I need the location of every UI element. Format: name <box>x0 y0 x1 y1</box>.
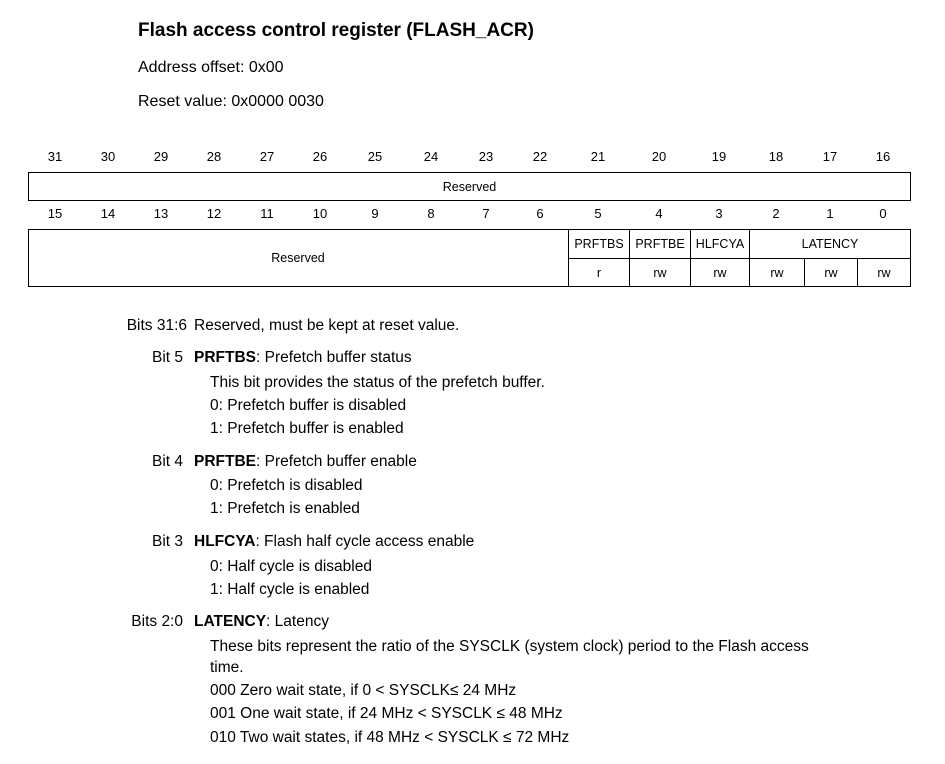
bit-number: 12 <box>206 206 222 221</box>
bit-number: 7 <box>482 206 490 221</box>
bit-number: 21 <box>590 149 606 164</box>
bit-number: 10 <box>312 206 328 221</box>
bit-number: 0 <box>879 206 887 221</box>
prftbe-field: PRFTBE <box>635 237 685 251</box>
bit-number: 11 <box>260 206 274 221</box>
upper-box-bottom <box>28 200 911 201</box>
bits2-0-name: LATENCY <box>194 613 267 630</box>
bit5-heading <box>194 349 412 367</box>
bits2-0-line: 010 Two wait states, if 48 MHz < SYSCLK ≤ 72 MHz <box>210 729 570 746</box>
bit-number: 17 <box>822 149 838 164</box>
bit3-line: 0: Half cycle is disabled <box>210 558 372 575</box>
bit-number: 22 <box>532 149 548 164</box>
bit5-line: This bit provides the status of the prefetch buffer. <box>210 374 545 391</box>
bit3-label: Bit 3 <box>151 533 183 550</box>
bit-number: 15 <box>47 206 63 221</box>
bits2-0-summary: : Latency <box>266 613 329 630</box>
bit4-summary: : Prefetch buffer enable <box>256 453 417 470</box>
bits31-6-text: Reserved, must be kept at reset value. <box>194 317 460 334</box>
access-bit1: rw <box>824 265 838 280</box>
bits2-0-heading <box>194 613 329 631</box>
bit3-line: 1: Half cycle is enabled <box>210 581 370 598</box>
bit-number: 30 <box>100 149 116 164</box>
bit5-summary: : Prefetch buffer status <box>256 349 412 366</box>
bits2-0-label: Bits 2:0 <box>131 613 183 630</box>
address-offset: Address offset: 0x00 <box>138 59 284 76</box>
bit-number: 19 <box>711 149 727 164</box>
bit5-label: Bit 5 <box>151 349 183 366</box>
bit5-line: 1: Prefetch buffer is enabled <box>210 420 404 437</box>
bit-number: 20 <box>651 149 667 164</box>
bits31-6-label: Bits 31:6 <box>126 317 187 334</box>
reset-value: Reset value: 0x0000 0030 <box>138 93 324 110</box>
bit4-line: 1: Prefetch is enabled <box>210 500 360 517</box>
access-bit4: rw <box>653 265 667 280</box>
bit-number: 5 <box>594 206 602 221</box>
access-bit3: rw <box>713 265 727 280</box>
access-bit5: r <box>596 265 602 280</box>
access-bit0: rw <box>877 265 891 280</box>
bit-number: 2 <box>772 206 780 221</box>
register-title: Flash access control register (FLASH_ACR) <box>138 20 534 41</box>
bit4-name: PRFTBE <box>194 453 256 470</box>
bit-number: 13 <box>153 206 169 221</box>
lower-box-bottom <box>28 286 911 287</box>
bit4-label: Bit 4 <box>151 453 183 470</box>
bit-number: 1 <box>826 206 834 221</box>
bit5-name: PRFTBS <box>194 349 256 366</box>
bit-number: 29 <box>153 149 169 164</box>
hlfcya-field: HLFCYA <box>695 237 745 251</box>
access-bit2: rw <box>770 265 784 280</box>
bit3-heading <box>194 533 474 551</box>
prftbs-field: PRFTBS <box>574 237 624 251</box>
bit3-summary: : Flash half cycle access enable <box>255 533 475 550</box>
bit-number: 3 <box>715 206 723 221</box>
lower-reserved-field: Reserved <box>271 251 325 265</box>
bit4-line: 0: Prefetch is disabled <box>210 477 363 494</box>
bit-number: 16 <box>875 149 891 164</box>
bit-number: 27 <box>259 149 275 164</box>
bits2-0-line: 000 Zero wait state, if 0 < SYSCLK≤ 24 MHz <box>210 682 517 699</box>
bit-number: 24 <box>423 149 439 164</box>
bit5-line: 0: Prefetch buffer is disabled <box>210 397 407 414</box>
bit-number: 6 <box>536 206 544 221</box>
bit4-heading <box>194 453 417 471</box>
bits2-0-line: 001 One wait state, if 24 MHz < SYSCLK ≤ 48 MHz <box>210 705 563 722</box>
bit-number: 23 <box>478 149 494 164</box>
bit-number: 9 <box>371 206 379 221</box>
bit-number: 28 <box>206 149 222 164</box>
latency-field: LATENCY <box>801 237 859 251</box>
bit-number: 18 <box>768 149 784 164</box>
bits2-0-line: time. <box>210 659 244 676</box>
bit-number: 31 <box>47 149 63 164</box>
bit-number: 14 <box>100 206 116 221</box>
bit-number: 8 <box>427 206 435 221</box>
bit-number: 26 <box>312 149 328 164</box>
bit-number: 4 <box>655 206 663 221</box>
upper-reserved-field: Reserved <box>442 179 497 194</box>
bit-number: 25 <box>367 149 383 164</box>
bit3-name: HLFCYA <box>194 533 256 550</box>
bits2-0-line: These bits represent the ratio of the SYSCLK (system clock) period to the Flash access <box>210 638 809 655</box>
